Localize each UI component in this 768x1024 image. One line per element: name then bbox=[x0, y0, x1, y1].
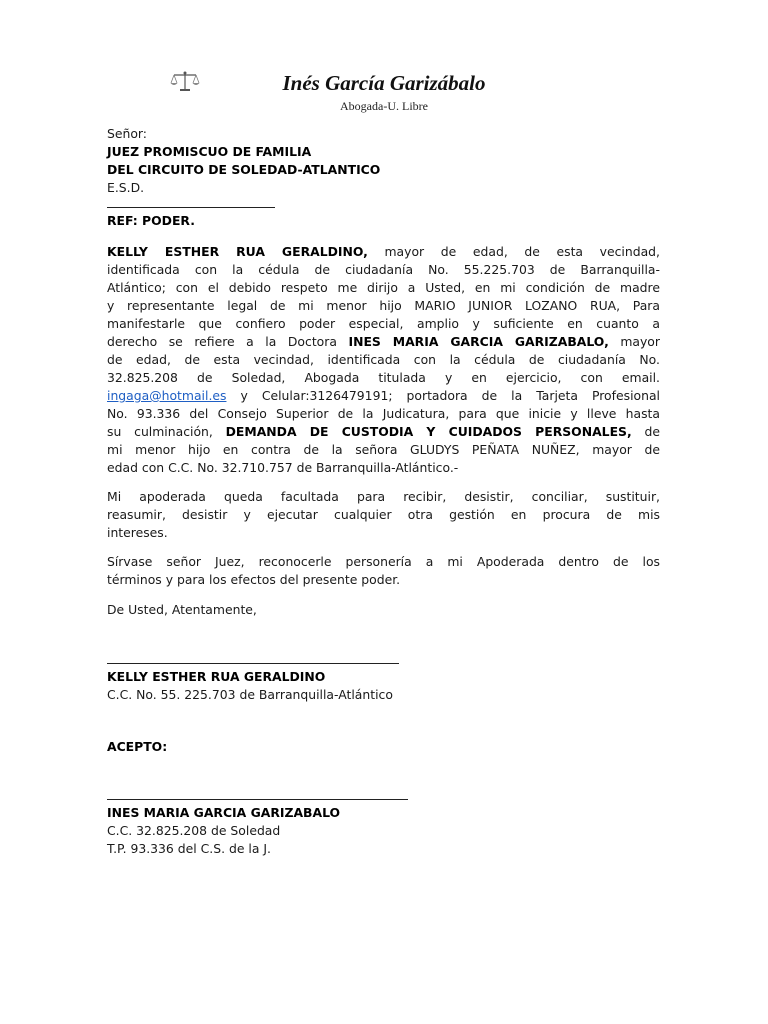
paragraph-2-last-line: intereses. bbox=[107, 525, 168, 540]
text-span: de bbox=[631, 424, 660, 439]
paragraph-1-line: mi menor hijo en contra de la señora GLUDYS PEÑATA NUÑEZ, mayor de bbox=[107, 442, 660, 457]
salutation: Señor: bbox=[107, 126, 147, 141]
grantor-id: C.C. No. 55. 225.703 de Barranquilla-Atlántico bbox=[107, 687, 393, 702]
attorney-name-inline: INES MARIA GARCIA GARIZABALO, bbox=[348, 334, 609, 349]
paragraph-1-line bbox=[107, 333, 660, 351]
paragraph-1-line: manifestarle que confiero poder especial, amplio y suficiente en cuanto a bbox=[107, 316, 660, 331]
text-span: su culminación, bbox=[107, 424, 226, 439]
recipient-line-1: JUEZ PROMISCUO DE FAMILIA bbox=[107, 144, 312, 159]
paragraph-1-line: 32.825.208 de Soledad, Abogada titulada y en ejercicio, con email. bbox=[107, 370, 660, 385]
paragraph-1-line: identificada con la cédula de ciudadanía No. 55.225.703 de Barranquilla- bbox=[107, 262, 660, 277]
paragraph-2-line: Mi apoderada queda facultada para recibir, desistir, conciliar, sustituir, bbox=[107, 489, 660, 504]
email-link[interactable]: ingaga@hotmail.es bbox=[107, 388, 227, 403]
attorney-name: INES MARIA GARCIA GARIZABALO bbox=[107, 805, 341, 820]
author-subtitle: Abogada-U. Libre bbox=[340, 99, 428, 113]
text-span: y Celular:3126479191; portadora de la Tarjeta Profesional bbox=[226, 388, 660, 403]
closing: De Usted, Atentamente, bbox=[107, 602, 257, 617]
text-span: derecho se refiere a la Doctora bbox=[107, 334, 349, 349]
author-name: Inés García Garizábalo bbox=[282, 71, 486, 95]
grantor-signature-line bbox=[107, 663, 399, 664]
paragraph-1-line: y representante legal de mi menor hijo MARIO JUNIOR LOZANO RUA, Para bbox=[107, 298, 660, 313]
paragraph-3-last-line: términos y para los efectos del presente poder. bbox=[107, 572, 401, 587]
paragraph-1-line bbox=[107, 423, 660, 441]
text-span: mayor bbox=[608, 334, 660, 349]
paragraph-3-line: Sírvase señor Juez, reconocerle personería a mi Apoderada dentro de los bbox=[107, 554, 660, 569]
grantor-name-inline: KELLY ESTHER RUA GERALDINO, bbox=[107, 244, 368, 259]
recipient-line-2: DEL CIRCUITO DE SOLEDAD-ATLANTICO bbox=[107, 162, 381, 177]
divider-line bbox=[107, 207, 275, 208]
accept-label: ACEPTO: bbox=[107, 739, 168, 754]
paragraph-1-line: de edad, de esta vecindad, identificada con la cédula de ciudadanía No. bbox=[107, 352, 660, 367]
grantor-name: KELLY ESTHER RUA GERALDINO bbox=[107, 669, 326, 684]
paragraph-1-line: No. 93.336 del Consejo Superior de la Judicatura, para que inicie y lleve hasta bbox=[107, 406, 660, 421]
attorney-tp: T.P. 93.336 del C.S. de la J. bbox=[107, 841, 271, 856]
text-span: mayor de edad, de esta vecindad, bbox=[367, 244, 660, 259]
paragraph-1-line bbox=[107, 243, 660, 261]
paragraph-1-line: Atlántico; con el debido respeto me dirijo a Usted, en mi condición de madre bbox=[107, 280, 660, 295]
paragraph-1-last-line: edad con C.C. No. 32.710.757 de Barranquilla-Atlántico.- bbox=[107, 460, 459, 475]
attorney-signature-line bbox=[107, 799, 408, 800]
demand-title-inline: DEMANDA DE CUSTODIA Y CUIDADOS PERSONALES, bbox=[225, 424, 632, 439]
paragraph-2-line: reasumir, desistir y ejecutar cualquier otra gestión en procura de mis bbox=[107, 507, 660, 522]
paragraph-1-line bbox=[107, 387, 660, 405]
attorney-id: C.C. 32.825.208 de Soledad bbox=[107, 823, 281, 838]
reference: REF: PODER. bbox=[107, 213, 195, 228]
recipient-line-3: E.S.D. bbox=[107, 180, 145, 195]
